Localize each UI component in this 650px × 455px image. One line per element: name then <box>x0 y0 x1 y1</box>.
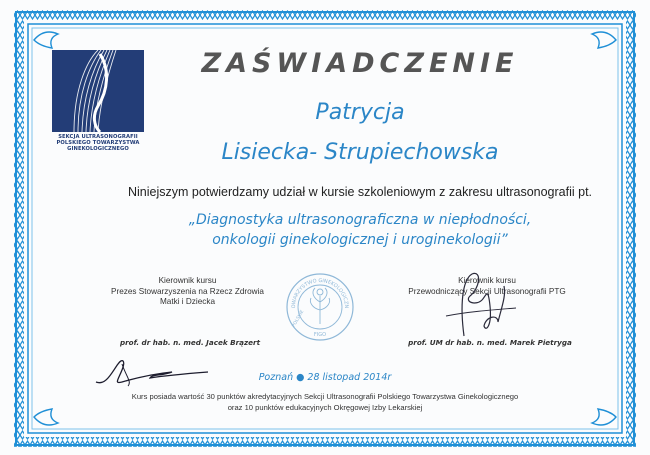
left-signatory-position: Matki i Dziecka <box>159 297 216 306</box>
logo-caption-line: POLSKIEGO TOWARZYSTWA <box>56 140 140 146</box>
left-signatory-name: prof. dr hab. n. med. Jacek Brązert <box>119 338 261 347</box>
intro-text: Niniejszym potwierdzamy udział w kursie szkoleniowym z zakresu ultrasonografii pt. <box>127 185 593 199</box>
certificate-title: ZAŚWIADCZENIE <box>201 48 519 79</box>
right-signature <box>436 266 526 346</box>
left-signatory-role: Kierownik kursu <box>158 276 217 285</box>
footer-accreditation-line-2: oraz 10 punktów edukacyjnych Okręgowej Izby Lekarskiej <box>227 403 423 412</box>
course-title-line-2: onkologii ginekologicznej i uroginekologii” <box>212 232 508 248</box>
left-signatory-block <box>95 276 280 308</box>
recipient-first-name: Patrycja <box>315 100 405 125</box>
figo-seal <box>285 272 355 342</box>
seal-top-text: OWARZYSTWO GINEKOLOGICZN <box>290 277 350 309</box>
course-title-line-1: „Diagnostyka ultrasonograficzna w niepłodności, <box>188 212 532 228</box>
recipient-last-name: Lisiecka- Strupiechowska <box>221 140 499 165</box>
footer-accreditation-line-1: Kurs posiada wartość 30 punktów akredytacyjnych Sekcji Ultrasonografii Polskiego Towarzystwa Ginekologicznego <box>131 392 519 401</box>
logo-caption-line: SEKCJA ULTRASONOGRAFII <box>58 134 138 140</box>
right-signatory-position: Przewodniczący Sekcji Ultrasonografii PTG <box>408 286 566 296</box>
right-signatory-role: Kierownik kursu <box>458 276 516 285</box>
seal-bottom-text: FIGO <box>313 332 327 338</box>
seal-left-text: POLSKIE <box>291 309 306 329</box>
logo-caption-line: GINEKOLOGICZNEGO <box>67 146 129 152</box>
place-and-date: Poznań ● 28 listopad 2014r <box>258 372 392 383</box>
left-signatory-position: Prezes Stowarzyszenia na Rzecz Zdrowia <box>111 286 264 296</box>
right-signatory-name: prof. UM dr hab. n. med. Marek Pietryga <box>408 338 572 347</box>
